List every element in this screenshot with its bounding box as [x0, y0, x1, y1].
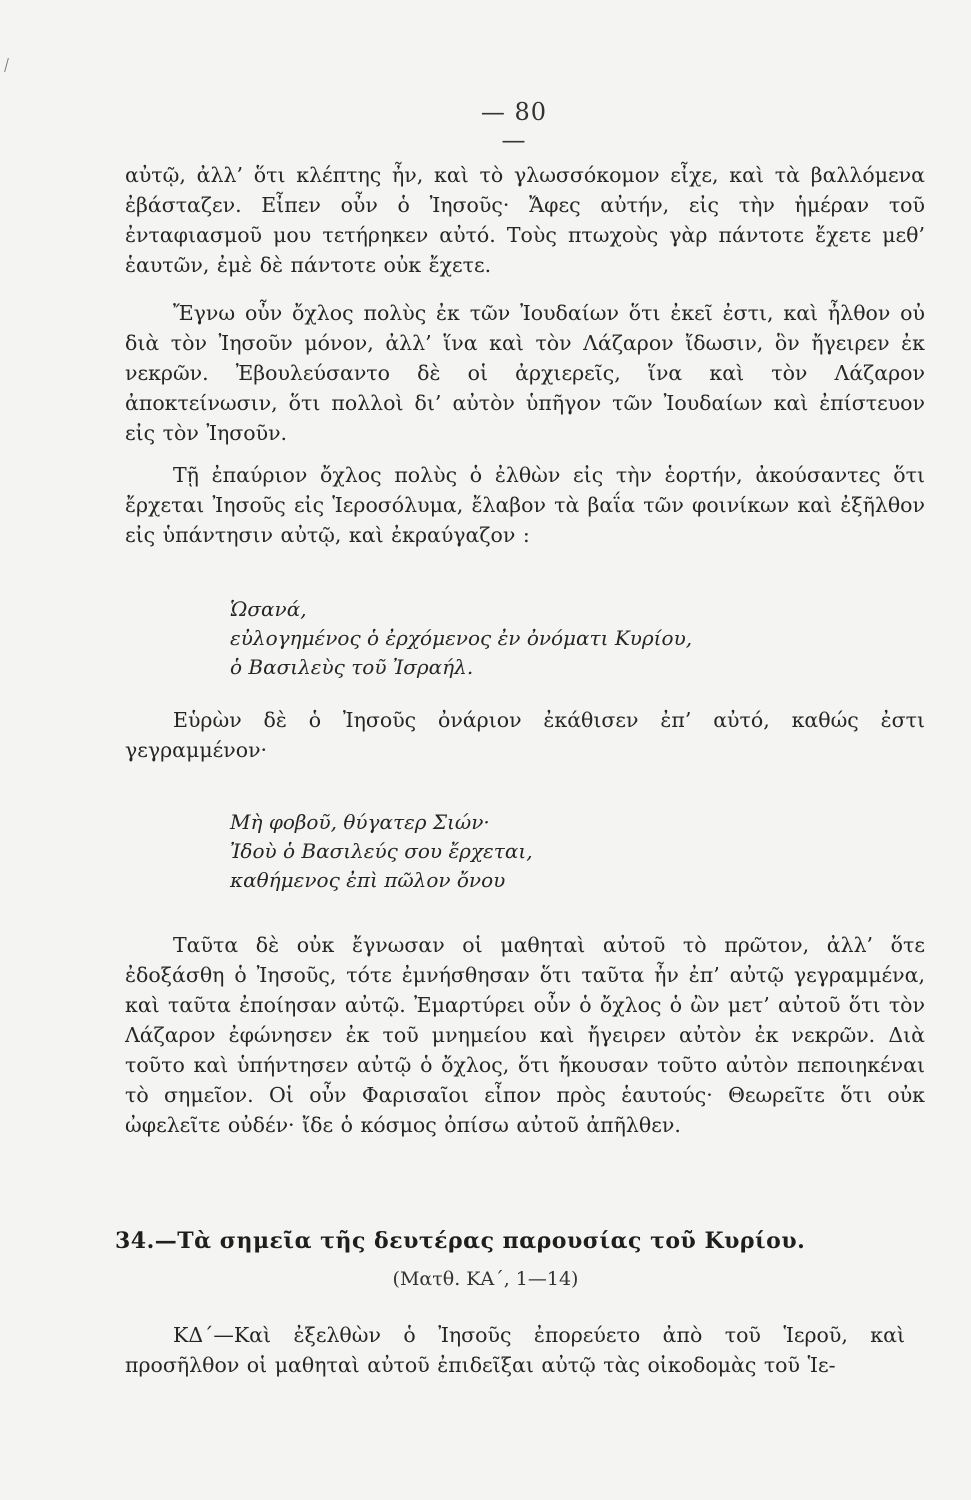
paragraph-2: Ἔγνω οὖν ὄχλος πολὺς ἐκ τῶν Ἰουδαίων ὅτι ἐκεῖ ἐστι, καὶ ἦλθον οὐ διὰ τὸν Ἰησοῦν μόνον, ἀλλ’ ἵνα καὶ τὸν Λάζαρον ἴδωσιν, ὃν ἤγειρεν ἐκ νεκρῶν. Ἐβουλεύσαντο δὲ οἱ ἀρχιερεῖς, ἵνα καὶ τὸν Λάζαρον ἀποκτείνωσιν, ὅτι πολλοὶ δι’ αὐτὸν ὑπῆγον τῶν Ἰουδαίων καὶ ἐπίστευον εἰς τὸν Ἰησοῦν.: [125, 301, 925, 445]
paragraph-5: Ταῦτα δὲ οὐκ ἔγνωσαν οἱ μαθηταὶ αὐτοῦ τὸ πρῶτον, ἀλλ’ ὅτε ἐδοξάσθη ὁ Ἰησοῦς, τότε ἐμνήσθησαν ὅτι ταῦτα ἦν ἐπ’ αὐτῷ γεγραμμένα, καὶ ταῦτα ἐποίησαν αὐτῷ. Ἐμαρτύρει οὖν ὁ ὄχλος ὁ ὢν μετ’ αὐτοῦ ὅτι τὸν Λάζαρον ἐφώνησεν ἐκ τοῦ μνημείου καὶ ἤγειρεν αὐτὸν ἐκ νεκρῶν. Διὰ τοῦτο καὶ ὑπήντησεν αὐτῷ ὁ ὄχλος, ὅτι ἤκουσαν τοῦτο αὐτὸν πεποιηκέναι τὸ σημεῖον. Οἱ οὖν Φαρισαῖοι εἶπον πρὸς ἑαυτούς· Θεωρεῖτε ὅτι οὐκ ὠφελεῖτε οὐδέν· ἴδε ὁ κόσμος ὀπίσω αὐτοῦ ἀπῆλθεν.: [125, 933, 925, 1137]
paragraph-1: αὐτῷ, ἀλλ’ ὅτι κλέπτης ἦν, καὶ τὸ γλωσσόκομον εἶχε, καὶ τὰ βαλλόμενα ἐβάσταζεν. Εἶπεν οὖν ὁ Ἰησοῦς· Ἄφες αὐτήν, εἰς τὴν ἡμέραν τοῦ ἐνταφιασμοῦ μου τετήρηκεν αὐτό. Τοὺς πτωχοὺς γὰρ πάντοτε ἔχετε μεθ’ ἑαυτῶν, ἐμὲ δὲ πάντοτε οὐκ ἔχετε.: [125, 163, 925, 277]
verse-line: Ἰδοὺ ὁ Βασιλεύς σου ἔρχεται,: [230, 839, 533, 863]
verse-block-2: [230, 808, 533, 895]
verse-line: καθήμενος ἐπὶ πῶλον ὄνου: [230, 868, 506, 892]
verse-line: Μὴ φοβοῦ, θύγατερ Σιών·: [230, 810, 490, 834]
scripture-reference: (Ματθ. ΚΑ΄, 1—14): [392, 1268, 579, 1290]
paragraph-3: Τῇ ἐπαύριον ὄχλος πολὺς ὁ ἐλθὼν εἰς τὴν ἑορτήν, ἀκούσαντες ὅτι ἔρχεται Ἰησοῦς εἰς Ἱεροσόλυμα, ἔλαβον τὰ βαΐα τῶν φοινίκων καὶ ἐξῆλθον εἰς ὑπάντησιν αὐτῷ, καὶ ἐκραύγαζον :: [125, 463, 925, 547]
paragraph-4: Εὑρὼν δὲ ὁ Ἰησοῦς ὀνάριον ἐκάθισεν ἐπ’ αὐτό, καθώς ἐστι γεγραμμένον·: [125, 708, 925, 762]
section-title: —Τὰ σημεῖα τῆς δευτέρας παρουσίας τοῦ Κυρίου.: [154, 1228, 806, 1254]
margin-mark: [4, 58, 19, 72]
verse-line: εὐλογημένος ὁ ἐρχόμενος ἐν ὀνόματι Κυρίου,: [230, 626, 693, 650]
page-number: — 80 —: [480, 98, 548, 154]
verse-line: ὁ Βασιλεὺς τοῦ Ἰσραήλ.: [230, 655, 474, 679]
section-number: 34.: [115, 1228, 155, 1254]
verse-block-1: [230, 595, 692, 682]
verse-line: Ὡσανά,: [230, 597, 307, 621]
paragraph-6: ΚΔ΄—Καὶ ἐξελθὼν ὁ Ἰησοῦς ἐπορεύετο ἀπὸ τοῦ Ἱεροῦ, καὶ προσῆλθον οἱ μαθηταὶ αὐτοῦ ἐπιδεῖξαι αὐτῷ τὰς οἰκοδομὰς τοῦ Ἱε-: [125, 1323, 905, 1377]
section-heading: [115, 1228, 805, 1254]
